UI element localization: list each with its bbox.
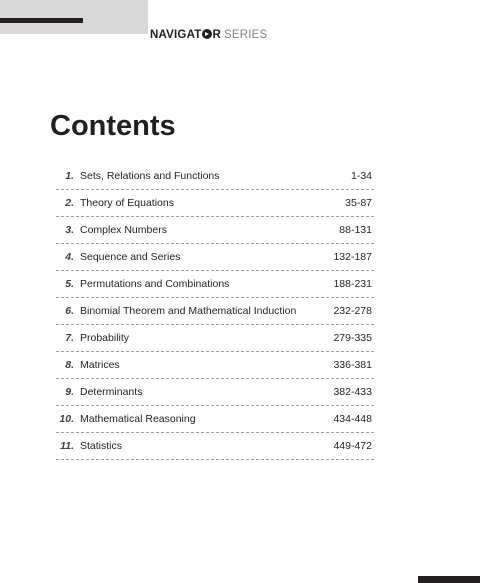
header-rule (0, 18, 83, 23)
toc-row[interactable] (56, 190, 374, 217)
toc-chapter-number: 2. (65, 197, 74, 209)
toc-chapter-number: 4. (65, 251, 74, 263)
toc-chapter-number: 10. (59, 413, 74, 425)
toc-chapter-number: 3. (65, 224, 74, 236)
toc-chapter-title: Mathematical Reasoning (80, 413, 196, 425)
toc-chapter-number: 8. (65, 359, 74, 371)
toc-chapter-title: Determinants (80, 386, 143, 398)
toc-chapter-number: 6. (65, 305, 74, 317)
toc-chapter-number: 5. (65, 278, 74, 290)
toc-chapter-title: Sets, Relations and Functions (80, 170, 220, 182)
toc-page-range: 336-381 (333, 359, 372, 371)
toc-row[interactable] (56, 352, 374, 379)
toc-chapter-title: Binomial Theorem and Mathematical Induction (80, 305, 297, 317)
toc-chapter-number: 9. (65, 386, 74, 398)
toc-chapter-number: 11. (60, 440, 74, 452)
toc-chapter-number: 1. (65, 170, 74, 182)
toc-chapter-title: Theory of Equations (80, 197, 174, 209)
toc-row[interactable] (56, 244, 374, 271)
series-word: SERIES (223, 29, 268, 41)
toc-chapter-title: Matrices (80, 359, 120, 371)
toc-page-range: 132-187 (333, 251, 372, 263)
table-of-contents (56, 163, 374, 460)
toc-page-range: 88-131 (339, 224, 372, 236)
toc-row[interactable] (56, 217, 374, 244)
toc-chapter-title: Complex Numbers (80, 224, 167, 236)
toc-page-range: 35-87 (345, 197, 372, 209)
toc-chapter-title: Probability (80, 332, 130, 344)
toc-page-range: 232-278 (333, 305, 372, 317)
footer-bar (418, 576, 480, 583)
header-band (0, 0, 148, 34)
toc-page-range: 188-231 (333, 278, 372, 290)
toc-page-range: 1-34 (350, 170, 372, 182)
page-title: Contents (50, 110, 176, 142)
toc-page-range: 449-472 (333, 440, 372, 452)
toc-chapter-title: Statistics (80, 440, 123, 452)
toc-chapter-title: Permutations and Combinations (80, 278, 230, 290)
toc-page-range: 382-433 (333, 386, 372, 398)
brand-name-right: R (212, 29, 221, 41)
play-circle-icon (202, 29, 212, 39)
toc-row[interactable] (56, 325, 374, 352)
brand-name-left: NAVIGAT (150, 29, 202, 41)
toc-chapter-number: 7. (65, 332, 74, 344)
toc-row[interactable] (56, 163, 374, 190)
toc-chapter-title: Sequence and Series (80, 251, 181, 263)
toc-row[interactable] (56, 379, 374, 406)
toc-page-range: 279-335 (333, 332, 372, 344)
toc-page-range: 434-448 (333, 413, 372, 425)
series-label (150, 28, 267, 42)
toc-row[interactable] (56, 433, 374, 460)
toc-row[interactable] (56, 406, 374, 433)
toc-row[interactable] (56, 298, 374, 325)
toc-row[interactable] (56, 271, 374, 298)
